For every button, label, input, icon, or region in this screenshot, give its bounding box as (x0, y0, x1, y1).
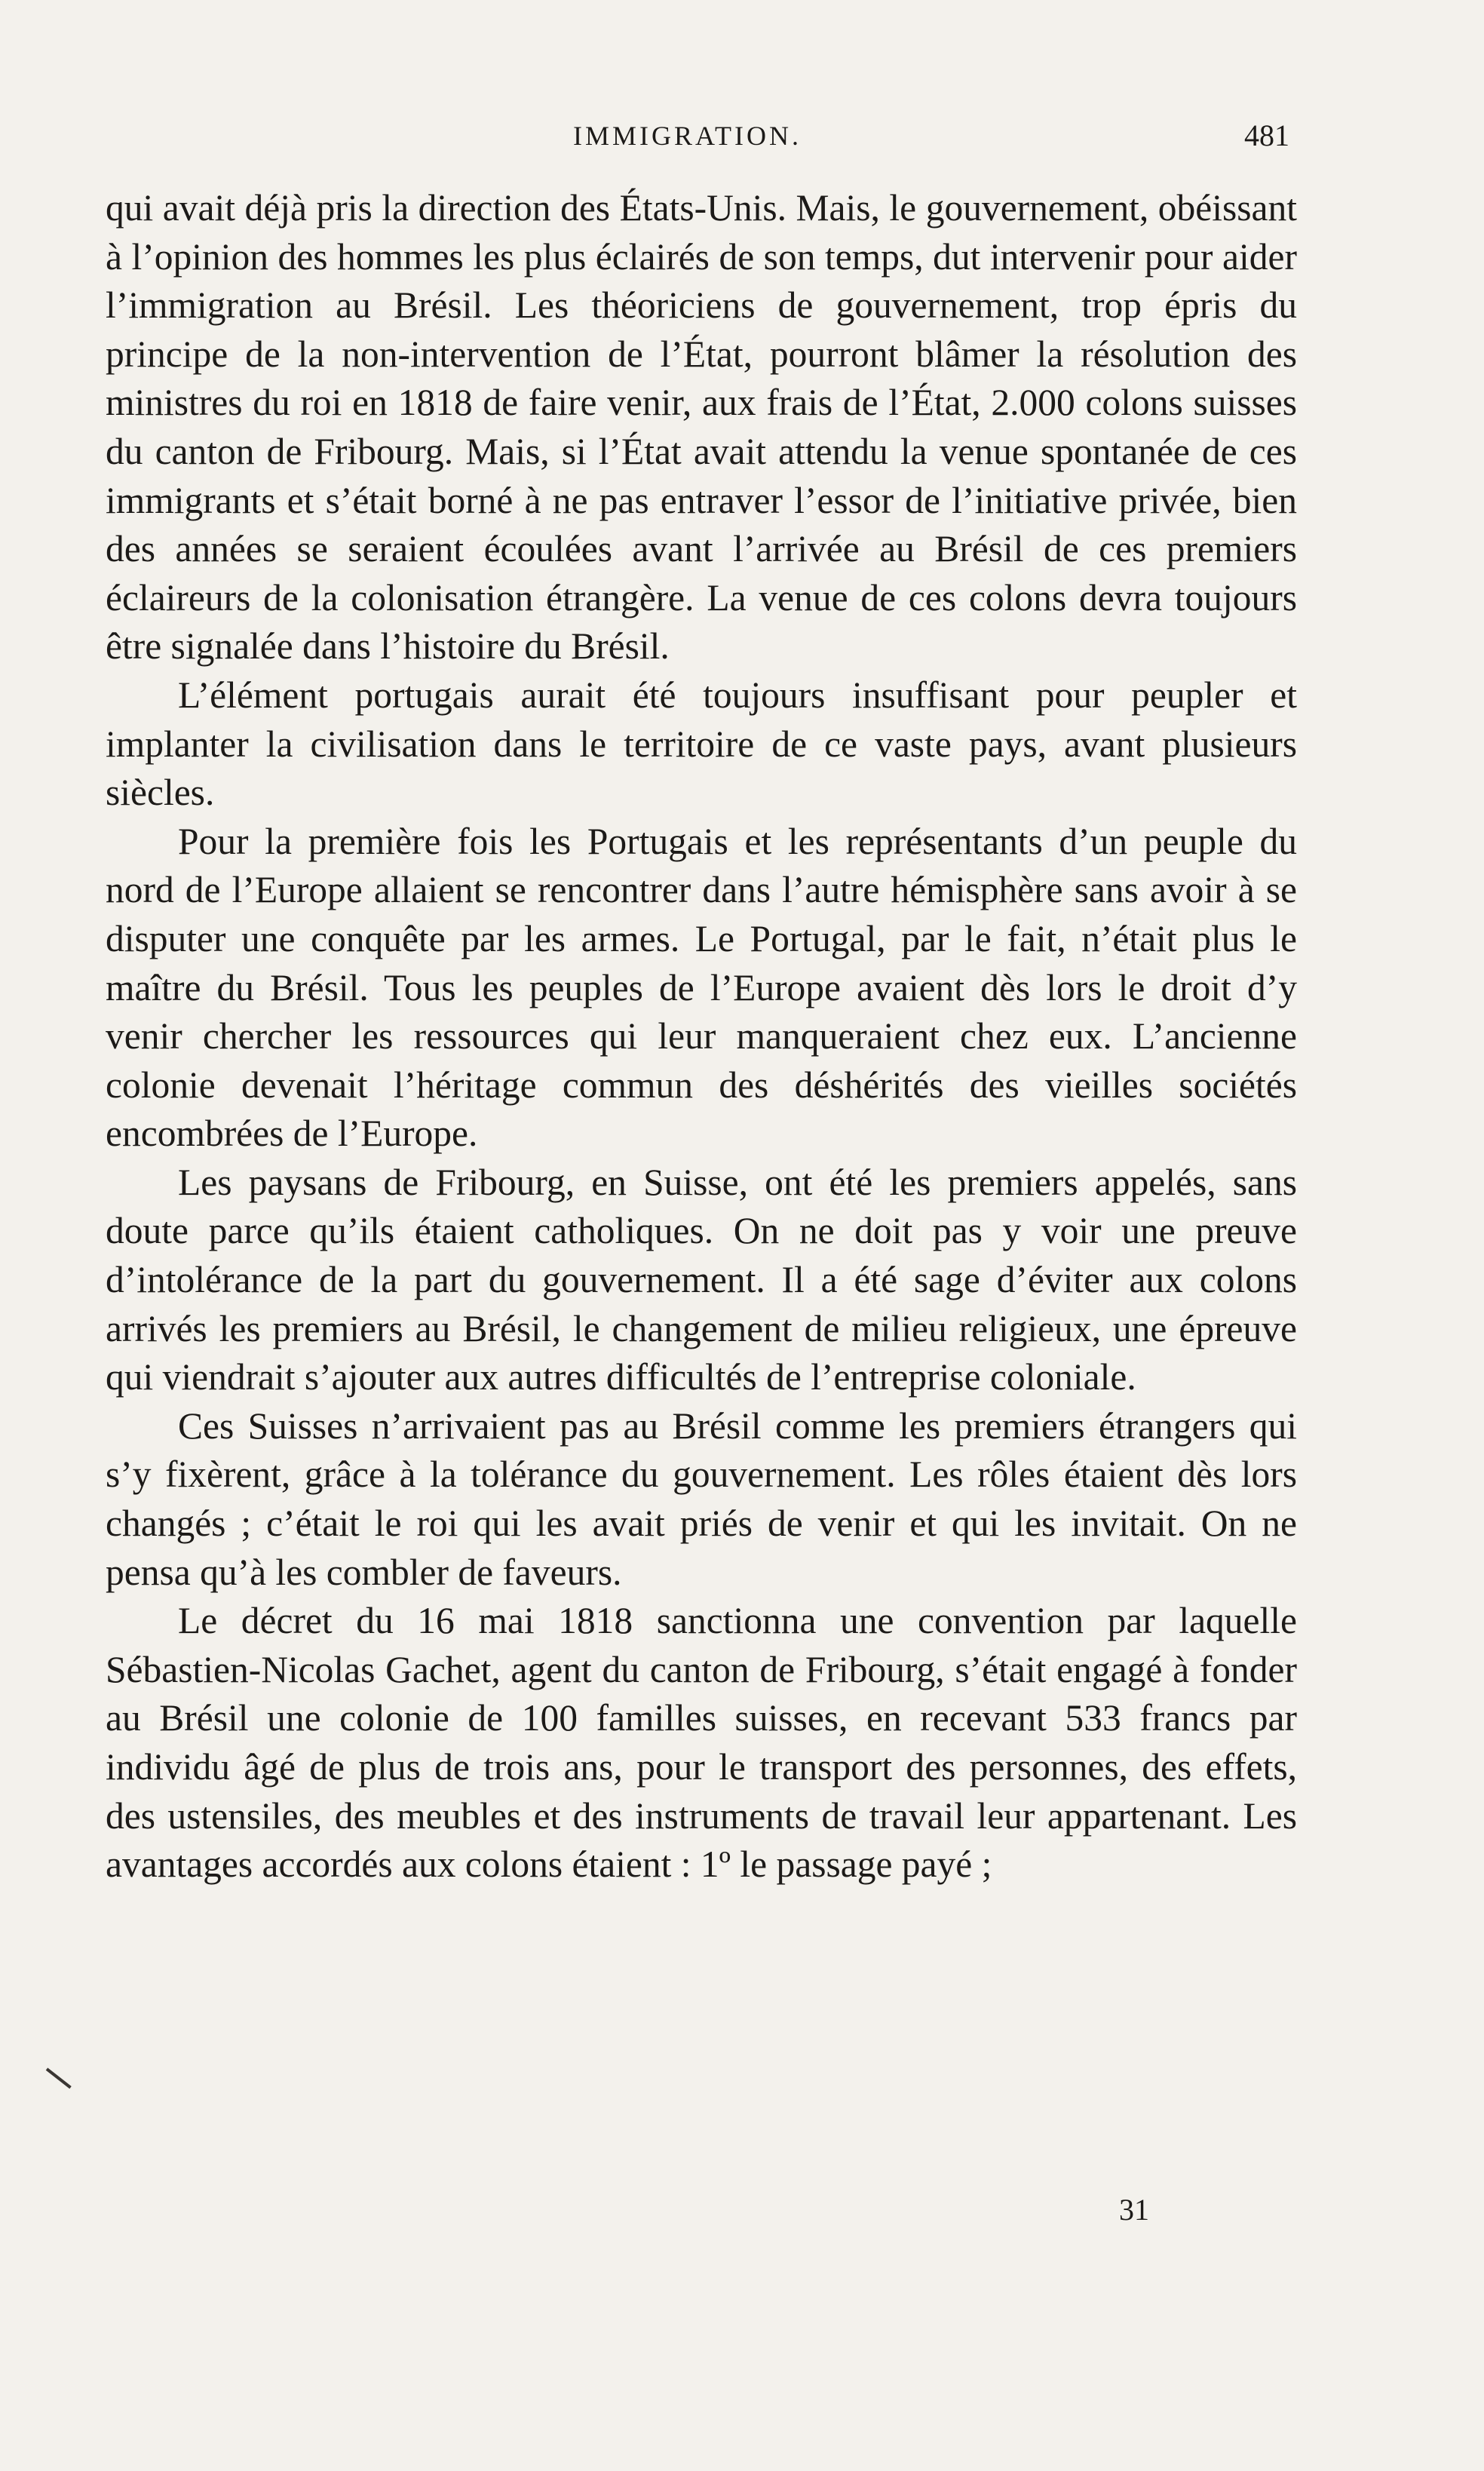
paragraph-5: Ces Suisses n’arrivaient pas au Brésil comme les premiers étrangers qui s’y fixèrent, grâce à la tolérance du gouvernement. Les rôles étaient dès lors changés ; c’était le roi qui les avait priés de venir et qui les invitait. On ne pensa qu’à les combler de faveurs. (106, 1404, 1297, 1593)
paragraph-4: Les paysans de Fribourg, en Suisse, ont été les premiers appelés, sans doute parce qu’ils étaient catholiques. On ne doit pas y voir une preuve d’intolérance de la part du gouvernement. Il a été sage d’éviter aux colons arrivés les premiers au Brésil, le changement de milieu religieux, une épreuve qui viendrait s’ajouter aux autres difficultés de l’entreprise coloniale. (106, 1161, 1297, 1398)
paragraph-1: qui avait déjà pris la direction des États-Unis. Mais, le gouvernement, obéissant à l’opinion des hommes les plus éclairés de son temps, dut intervenir pour aider l’immigration au Brésil. Les théoriciens de gouvernement, trop épris du principe de la non-intervention de l’État, pourront blâmer la résolution des ministres du roi en 1818 de faire venir, aux frais de l’État, 2.000 colons suisses du canton de Fribourg. Mais, si l’État avait attendu la venue spontanée de ces immigrants et s’était borné à ne pas entraver l’essor de l’initiative privée, bien des années se seraient écoulées avant l’arrivée au Brésil de ces premiers éclaireurs de la colonisation étrangère. La venue de ces colons devra toujours être signalée dans l’histoire du Brésil. (106, 187, 1297, 668)
paragraph-2: L’élément portugais aurait été toujours insuffisant pour peupler et implanter la civilisation dans le territoire de ce vaste pays, avant plusieurs siècles. (106, 674, 1297, 814)
running-title: IMMIGRATION. (573, 121, 802, 151)
margin-pencil-mark (46, 2067, 72, 2089)
paragraph-6: Le décret du 16 mai 1818 sanctionna une convention par laquelle Sébastien-Nicolas Gachet, agent du canton de Fribourg, s’était engagé à fonder au Brésil une colonie de 100 familles suisses, en recevant 533 francs par individu âgé de plus de trois ans, pour le transport des personnes, des effets, des ustensiles, des meubles et des instruments de travail leur appartenant. Les avantages accordés aux colons étaient : 1º le passage payé ; (106, 1600, 1297, 1886)
running-head (106, 113, 1289, 158)
paragraph-3: Pour la première fois les Portugais et les représentants d’un peuple du nord de l’Europe allaient se rencontrer dans l’autre hémisphère sans avoir à se disputer une conquête par les armes. Le Portugal, par le fait, n’était plus le maître du Brésil. Tous les peuples de l’Europe avaient dès lors le droit d’y venir chercher les ressources qui leur manqueraient chez eux. L’ancienne colonie devenait l’héritage commun des déshérités des vieilles sociétés encombrées de l’Europe. (106, 820, 1297, 1155)
signature-mark: 31 (1119, 2193, 1149, 2227)
body-text (106, 184, 1297, 1889)
page-number: 481 (1244, 118, 1289, 152)
